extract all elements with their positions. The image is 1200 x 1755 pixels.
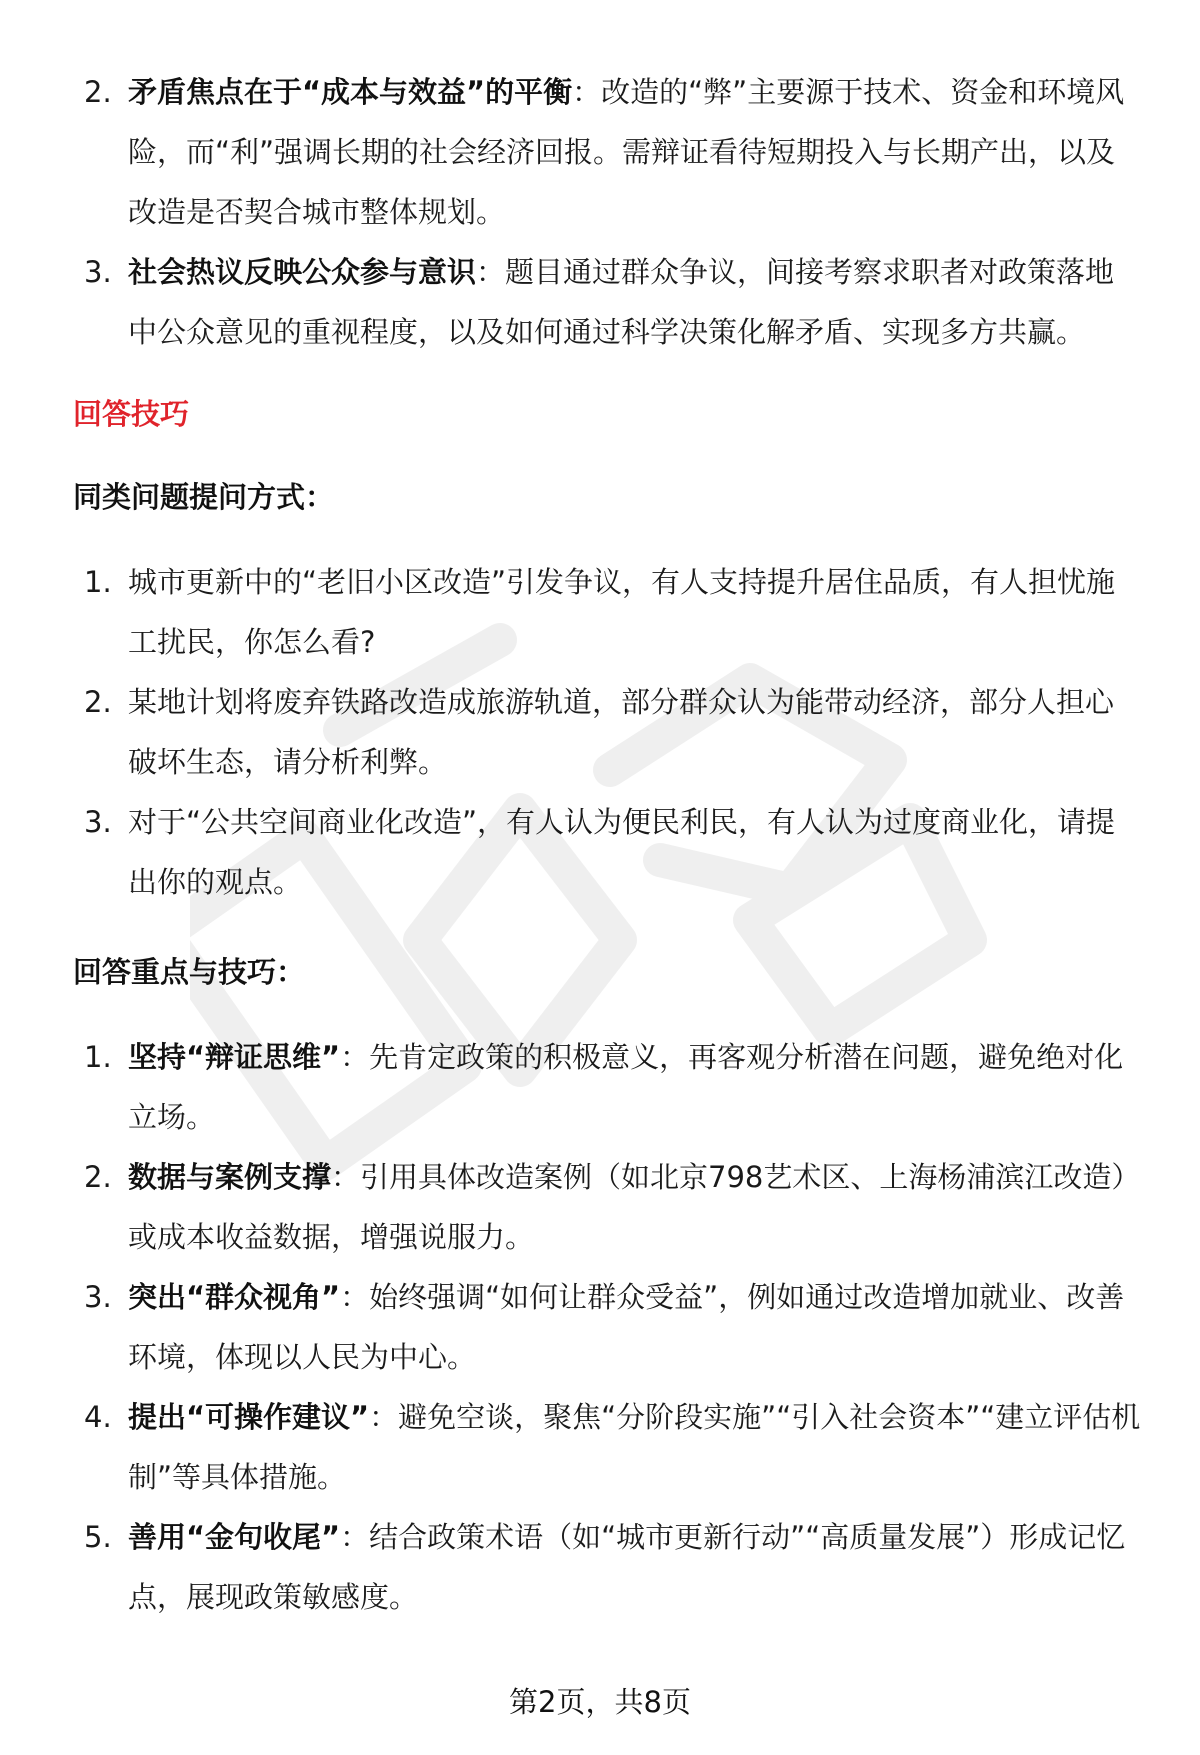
- item-bold-label: 坚持“辩证思维”: [128, 1040, 341, 1074]
- list-number: 4.: [84, 1400, 112, 1434]
- list-item: 3. 突出“群众视角”：始终强调“如何让群众受益”，例如通过改造增加就业、改善环境，体现以人民为中心。: [70, 1267, 1142, 1387]
- item-text: 改造的“弊”主要源于技术、资金和环境风险，而“利”强调长期的社会经济回报。需辩证看待短期投入与长期产出，以及改造是否契合城市整体规划。: [128, 75, 1125, 229]
- list-number: 2.: [84, 75, 112, 109]
- list-item: [70, 792, 1142, 912]
- list-item: 4. 提出“可操作建议”：避免空谈，聚焦“分阶段实施”“引入社会资本”“建立评估机制”等具体措施。: [70, 1387, 1142, 1507]
- page-footer: 第2页，共8页: [509, 1685, 691, 1719]
- item-text: 结合政策术语（如“城市更新行动”“高质量发展”）形成记忆点，展现政策敏感度。: [128, 1520, 1126, 1614]
- item-text: 引用具体改造案例（如北京798艺术区、上海杨浦滨江改造）或成本收益数据，增强说服力。: [128, 1160, 1141, 1254]
- list-number: 5.: [84, 1520, 112, 1554]
- list-number: 1.: [84, 1040, 112, 1074]
- list-item: 1. 坚持“辩证思维”：先肯定政策的积极意义，再客观分析潜在问题，避免绝对化立场。: [70, 1027, 1142, 1147]
- list-number: 3.: [84, 255, 112, 289]
- tips-list: [70, 1027, 1142, 1627]
- list-number: 3.: [84, 805, 112, 839]
- similar-questions-heading: 同类问题提问方式：: [73, 480, 335, 514]
- list-item: 5. 善用“金句收尾”：结合政策术语（如“城市更新行动”“高质量发展”）形成记忆点，展现政策敏感度。: [70, 1507, 1142, 1627]
- item-text: 某地计划将废弃铁路改造成旅游轨道，部分群众认为能带动经济，部分人担心破坏生态，请分析利弊。: [128, 685, 1115, 779]
- item-bold-label: 提出“可操作建议”: [128, 1400, 370, 1434]
- item-text: 城市更新中的“老旧小区改造”引发争议，有人支持提升居住品质，有人担忧施工扰民，你怎么看?: [128, 565, 1116, 659]
- list-number: 3.: [84, 1280, 112, 1314]
- item-text: 题目通过群众争议，间接考察求职者对政策落地中公众意见的重视程度，以及如何通过科学决策化解矛盾、实现多方共赢。: [128, 255, 1115, 349]
- item-bold-label: 社会热议反映公众参与意识: [128, 255, 477, 289]
- intro-list: [70, 62, 1142, 362]
- item-text: 始终强调“如何让群众受益”，例如通过改造增加就业、改善环境，体现以人民为中心。: [128, 1280, 1125, 1374]
- item-bold-label: 善用“金句收尾”: [128, 1520, 341, 1554]
- item-bold-label: 数据与案例支撑: [128, 1160, 332, 1194]
- item-text: 对于“公共空间商业化改造”，有人认为便民利民，有人认为过度商业化，请提出你的观点。: [128, 805, 1116, 899]
- item-text: 先肯定政策的积极意义，再客观分析潜在问题，避免绝对化立场。: [128, 1040, 1124, 1134]
- section-title: 回答技巧: [73, 397, 190, 431]
- list-number: 2.: [84, 685, 112, 719]
- tips-heading: 回答重点与技巧：: [73, 955, 306, 989]
- item-bold-label: 突出“群众视角”: [128, 1280, 341, 1314]
- list-item: [70, 552, 1142, 672]
- list-item: 2. 矛盾焦点在于“成本与效益”的平衡：改造的“弊”主要源于技术、资金和环境风险，而“利”强调长期的社会经济回报。需辩证看待短期投入与长期产出，以及改造是否契合城市整体规划。: [70, 62, 1142, 242]
- item-text: 避免空谈，聚焦“分阶段实施”“引入社会资本”“建立评估机制”等具体措施。: [128, 1400, 1141, 1494]
- list-item: 3. 社会热议反映公众参与意识：题目通过群众争议，间接考察求职者对政策落地中公众意见的重视程度，以及如何通过科学决策化解矛盾、实现多方共赢。: [70, 242, 1142, 362]
- list-item: 2. 数据与案例支撑：引用具体改造案例（如北京798艺术区、上海杨浦滨江改造）或成本收益数据，增强说服力。: [70, 1147, 1142, 1267]
- similar-questions-list: [70, 552, 1142, 912]
- list-item: [70, 672, 1142, 792]
- list-number: 1.: [84, 565, 112, 599]
- item-bold-label: 矛盾焦点在于“成本与效益”的平衡: [128, 75, 573, 109]
- list-number: 2.: [84, 1160, 112, 1194]
